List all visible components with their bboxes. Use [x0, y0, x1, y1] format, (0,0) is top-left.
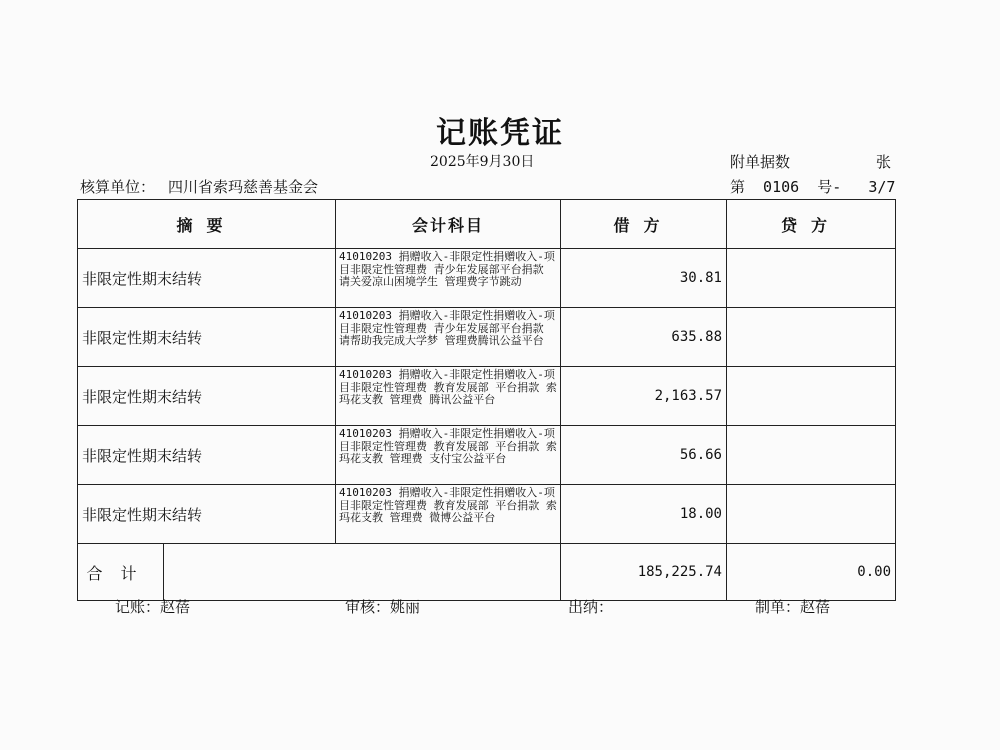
row-credit: [727, 308, 896, 367]
cashier-signature: 出纳：: [568, 598, 614, 616]
row-subject: 41010203 捐赠收入-非限定性捐赠收入-项目非限定性管理费 青少年发展部平台捐款 请关爱凉山困境学生 管理费字节跳动: [336, 249, 561, 308]
table-row: [78, 485, 896, 544]
table-row: [78, 367, 896, 426]
row-credit: [727, 249, 896, 308]
header-summary: 摘要: [78, 200, 336, 249]
total-label: 合计: [86, 563, 155, 583]
reviewer-signature: 审核：姚丽: [345, 598, 421, 616]
row-debit: 2,163.57: [561, 367, 727, 426]
attachment-unit: 张: [876, 153, 892, 171]
table-row: [78, 249, 896, 308]
accounting-unit-name: 四川省索玛慈善基金会: [168, 178, 319, 196]
row-summary: 非限定性期末结转: [78, 308, 336, 367]
row-summary: 非限定性期末结转: [78, 367, 336, 426]
total-blank-cell: [163, 544, 560, 600]
header-subject: 会计科目: [336, 200, 561, 249]
total-row: [78, 544, 896, 601]
row-debit: 30.81: [561, 249, 727, 308]
row-subject: 41010203 捐赠收入-非限定性捐赠收入-项目非限定性管理费 教育发展部 平台捐款 索玛花支教 管理费 支付宝公益平台: [336, 426, 561, 485]
header-debit: 借方: [561, 200, 727, 249]
row-credit: [727, 485, 896, 544]
row-debit: 635.88: [561, 308, 727, 367]
row-subject: 41010203 捐赠收入-非限定性捐赠收入-项目非限定性管理费 教育发展部 平台捐款 索玛花支教 管理费 腾讯公益平台: [336, 367, 561, 426]
row-summary: 非限定性期末结转: [78, 249, 336, 308]
row-subject: 41010203 捐赠收入-非限定性捐赠收入-项目非限定性管理费 青少年发展部平台捐款 请帮助我完成大学梦 管理费腾讯公益平台: [336, 308, 561, 367]
row-debit: 56.66: [561, 426, 727, 485]
row-debit: 18.00: [561, 485, 727, 544]
preparer-signature: 制单：赵蓓: [755, 598, 831, 616]
header-row: [78, 200, 896, 249]
accounting-unit-label: 核算单位：: [80, 178, 156, 196]
table-row: [78, 426, 896, 485]
row-summary: 非限定性期末结转: [78, 485, 336, 544]
total-credit: 0.00: [727, 544, 896, 601]
row-credit: [727, 426, 896, 485]
voucher-table: [77, 199, 896, 601]
row-subject: 41010203 捐赠收入-非限定性捐赠收入-项目非限定性管理费 教育发展部 平台捐款 索玛花支教 管理费 微博公益平台: [336, 485, 561, 544]
total-debit: 185,225.74: [561, 544, 727, 601]
table-row: [78, 308, 896, 367]
header-credit: 贷方: [727, 200, 896, 249]
attachment-label: 附单据数: [730, 153, 791, 171]
row-credit: [727, 367, 896, 426]
voucher-number: 第 0106 号- 3/7: [730, 178, 896, 196]
row-summary: 非限定性期末结转: [78, 426, 336, 485]
voucher-date: 2025年9月30日: [430, 154, 535, 170]
bookkeeper-signature: 记账：赵蓓: [115, 598, 191, 616]
voucher-title: 记账凭证: [436, 116, 564, 151]
